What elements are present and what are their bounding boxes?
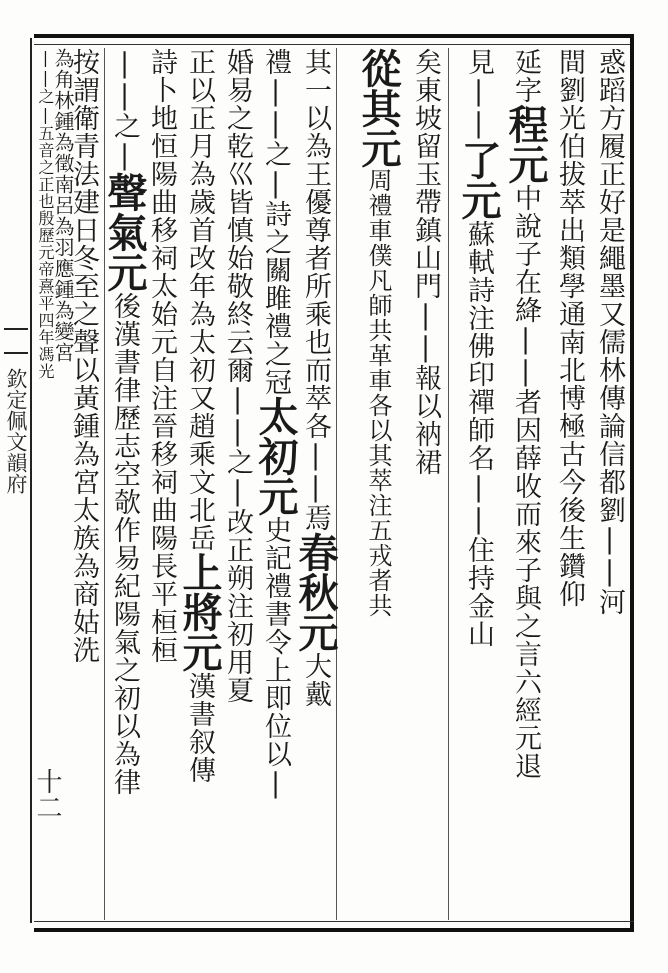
text-column-4 (448, 48, 502, 920)
frame-top-rule (34, 34, 634, 38)
text-column-3 (500, 48, 549, 920)
column-5-text-b: 東坡留玉帶鎮山門||報以衲裙 (410, 76, 441, 476)
column-11-text: 詩卜地恒陽曲移祠太始元自注晉移祠曲陽長平桓桓 (146, 48, 177, 664)
column-15-headword: 殷歷元 (36, 210, 55, 261)
column-10-text-a: 正以正月為歲首改年為太初又趙乘文北岳 (184, 48, 215, 552)
column-8-text-b: 史記禮書令上即位以| (260, 516, 291, 800)
column-8-headword: 太初元 (252, 396, 299, 516)
column-12-headword: 聲氣元 (101, 172, 148, 292)
column-5-text-a: 矣 (410, 48, 441, 76)
column-10-text-b: 漢書叙傳 (184, 672, 215, 784)
frame-bottom-inner-rule (34, 921, 634, 922)
column-13-text: 按謂衛青法建日冬至之聲以黃鍾為宮太族為商姑洗 (68, 48, 99, 664)
column-4-headword: 了元 (455, 140, 502, 220)
text-column-5 (402, 48, 446, 920)
page-number: 十二 (32, 768, 62, 820)
column-7-text: 其一以為王優尊者所乘也而萃各||焉 (300, 48, 331, 532)
column-6-headword: 從其元 (355, 48, 402, 168)
column-12-text-b: 後漢書律歷志空欹作易紀陽氣之初以為律 (109, 292, 140, 796)
column-7-text-c: 大戴 (300, 652, 331, 708)
column-4-text-b: 蘇軾詩注佛印禪師名||住持金山 (463, 220, 494, 648)
book-title: 欽定佩文韻府 (4, 368, 28, 494)
frame-bottom-rule (34, 928, 634, 932)
column-3-text-b: 中說子在絳||者因薛收而來子與之言六經元退 (510, 184, 541, 780)
column-12-text-a: ||之| (109, 48, 140, 172)
text-column-1 (590, 48, 630, 920)
column-2-text: 間劉光伯拔萃出類學通南北博極古今後生鑽仰 (554, 48, 585, 608)
column-9-text-b: ||之|改正朔注初用夏 (222, 384, 253, 704)
column-3-text-a: 延字 (510, 48, 541, 104)
text-column-12 (101, 48, 148, 920)
column-3-headword: 程元 (502, 104, 549, 184)
text-column-10 (176, 48, 223, 920)
text-column-6 (336, 48, 402, 920)
column-7-headword: 春秋元 (292, 532, 339, 652)
frame-right-rule (630, 34, 634, 932)
text-column-13 (68, 48, 104, 920)
column-8-text-a: 禮||之|詩之關雎禮之冠 (260, 48, 291, 396)
column-10-headword: 上將元 (176, 552, 223, 672)
fish-tail-mark (4, 328, 28, 354)
column-6-note: 周禮車僕凡師共革車各以其萃注五戎者共 (364, 168, 392, 618)
column-4-text-a: 見|| (463, 48, 494, 140)
column-15-text-a: ||之|五音之正也 (36, 48, 55, 210)
text-column-7 (292, 48, 339, 920)
text-column-8 (252, 48, 299, 920)
text-column-2 (548, 48, 590, 920)
column-1-text: 惑蹈方履正好是繩墨又儒林傳論信都劉||河 (594, 48, 625, 616)
frame-top-inner-rule (34, 44, 634, 45)
text-column-11 (146, 48, 182, 920)
text-column-9 (220, 48, 258, 920)
column-14-text: 為角林鍾為徵南呂為羽應鍾為變宮 (51, 48, 75, 363)
column-9-text-a: 婚易之乾巛皆慎始敬終云爾 (222, 48, 253, 384)
column-15-text-b: 帝熹平四年馮光 (36, 261, 55, 380)
